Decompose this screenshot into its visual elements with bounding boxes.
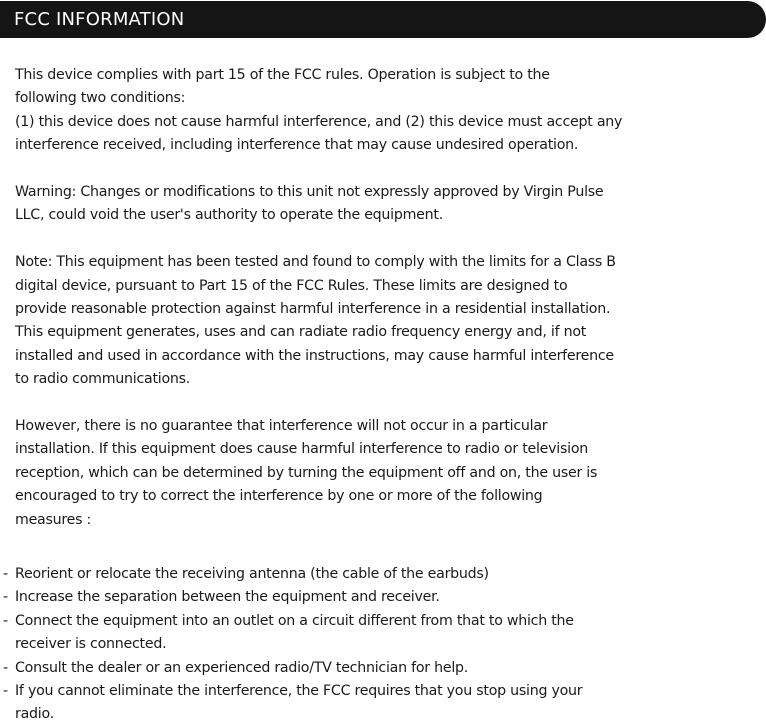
- measures-list: [3, 563, 758, 727]
- text-line: interference received, including interference that may cause undesired operation.: [15, 137, 579, 154]
- text-line: Reorient or relocate the receiving antenna (the cable of the earbuds): [15, 566, 489, 582]
- text-line: Connect the equipment into an outlet on a circuit different from that to which the: [15, 612, 574, 629]
- text-line: (1) this device does not cause harmful interference, and (2) this device must accept any: [15, 113, 623, 130]
- text-line: receiver is connected.: [15, 636, 167, 653]
- list-item: [3, 586, 758, 609]
- text-line: If you cannot eliminate the interference, the FCC requires that you stop using your: [15, 683, 583, 700]
- list-item: [3, 610, 758, 657]
- text-line: LLC, could void the user's authority to operate the equipment.: [15, 207, 443, 224]
- text-line: installed and used in accordance with the instructions, may cause harmful interference: [15, 347, 614, 364]
- bullet-marker: -: [3, 566, 8, 582]
- bullet-marker: -: [3, 659, 8, 676]
- text-line: This equipment generates, uses and can radiate radio frequency energy and, if not: [15, 324, 587, 341]
- text-line: Note: This equipment has been tested and found to comply with the limits for a Class B: [15, 254, 616, 271]
- text-line: installation. If this equipment does cause harmful interference to radio or television: [15, 441, 588, 458]
- paragraph-conditions: [15, 64, 757, 158]
- document-body: [15, 64, 757, 555]
- text-line: reception, which can be determined by turning the equipment off and on, the user is: [15, 464, 598, 481]
- header-bar: [0, 1, 766, 38]
- text-line: measures :: [15, 511, 92, 528]
- text-line: encouraged to try to correct the interference by one or more of the following: [15, 488, 543, 505]
- text-line: Warning: Changes or modifications to this unit not expressly approved by Virgin Pulse: [15, 184, 604, 201]
- text-line: to radio communications.: [15, 371, 191, 388]
- list-item: [3, 563, 758, 586]
- bullet-marker: -: [3, 589, 8, 606]
- paragraph-note: [15, 251, 757, 391]
- text-line: radio.: [15, 706, 54, 723]
- bullet-marker: -: [3, 612, 8, 629]
- paragraph-warning: [15, 181, 757, 228]
- text-line: provide reasonable protection against harmful interference in a residential installation.: [15, 301, 611, 318]
- list-item: [3, 657, 758, 680]
- paragraph-guarantee: [15, 415, 757, 532]
- text-line: Consult the dealer or an experienced radio/TV technician for help.: [15, 659, 469, 676]
- text-line: This device complies with part 15 of the FCC rules. Operation is subject to the: [15, 67, 550, 83]
- list-item: [3, 680, 758, 727]
- text-line: digital device, pursuant to Part 15 of the FCC Rules. These limits are designed to: [15, 277, 568, 294]
- page-title: FCC INFORMATION: [14, 9, 185, 30]
- text-line: However, there is no guarantee that interference will not occur in a particular: [15, 418, 548, 435]
- bullet-marker: -: [3, 683, 8, 700]
- text-line: following two conditions:: [15, 90, 186, 107]
- text-line: Increase the separation between the equipment and receiver.: [15, 589, 440, 606]
